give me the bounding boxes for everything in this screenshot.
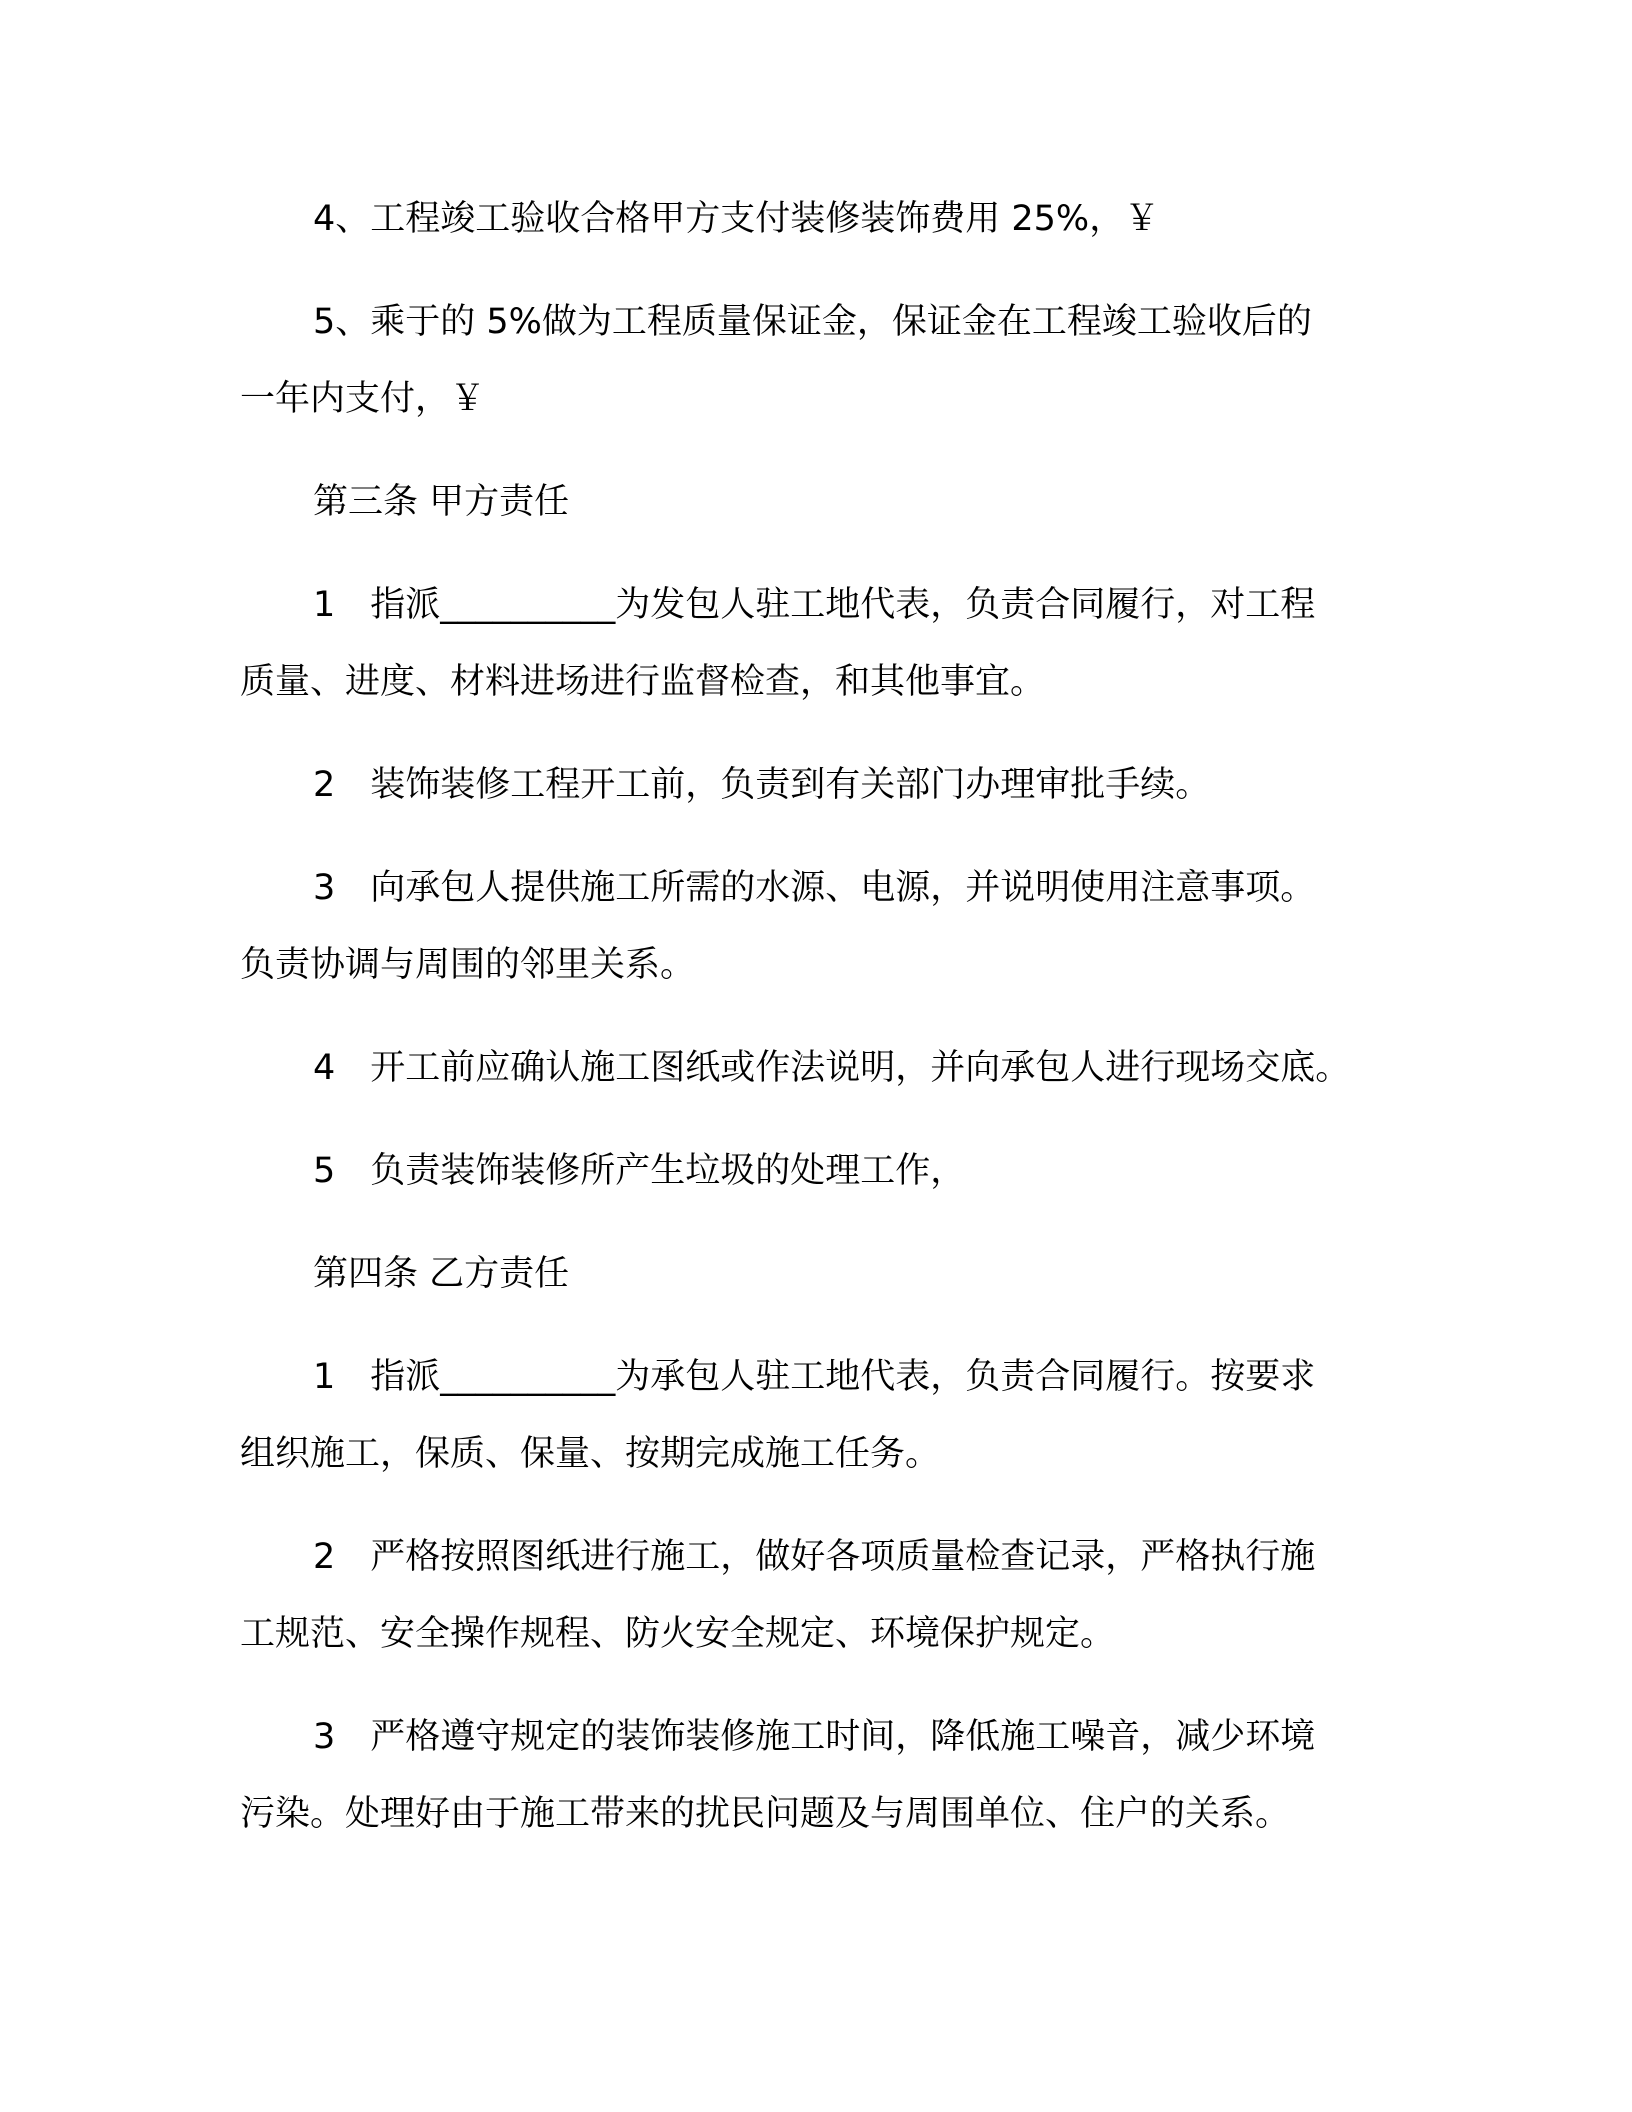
clause-payment-5: 5、乘于的 5%做为工程质量保证金，保证金在工程竣工验收后的: [313, 302, 1312, 342]
party-a-item-3-cont: 负责协调与周围的邻里关系。: [240, 945, 696, 985]
party-a-item-1: 1 指派__________为发包人驻工地代表，负责合同履行，对工程: [313, 585, 1316, 625]
section-heading-article-3: 第三条 甲方责任: [313, 482, 570, 522]
party-b-item-3: 3 严格遵守规定的装饰装修施工时间，降低施工噪音，减少环境: [313, 1717, 1316, 1757]
clause-payment-4: 4、工程竣工验收合格甲方支付装修装饰费用 25%，￥: [313, 199, 1160, 239]
party-b-item-1: 1 指派__________为承包人驻工地代表，负责合同履行。按要求: [313, 1357, 1316, 1397]
party-a-item-2: 2 装饰装修工程开工前，负责到有关部门办理审批手续。: [313, 765, 1211, 805]
party-a-item-5: 5 负责装饰装修所产生垃圾的处理工作，: [313, 1151, 966, 1191]
clause-payment-5-cont: 一年内支付，￥: [240, 379, 486, 419]
party-b-item-3-cont: 污染。处理好由于施工带来的扰民问题及与周围单位、住户的关系。: [240, 1794, 1291, 1834]
party-a-item-1-cont: 质量、进度、材料进场进行监督检查，和其他事宜。: [240, 662, 1046, 702]
section-heading-article-4: 第四条 乙方责任: [313, 1254, 570, 1294]
party-a-item-4: 4 开工前应确认施工图纸或作法说明，并向承包人进行现场交底。: [313, 1048, 1351, 1088]
party-b-item-1-cont: 组织施工，保质、保量、按期完成施工任务。: [240, 1434, 941, 1474]
party-a-item-3: 3 向承包人提供施工所需的水源、电源，并说明使用注意事项。: [313, 868, 1316, 908]
party-b-item-2: 2 严格按照图纸进行施工，做好各项质量检查记录，严格执行施: [313, 1537, 1316, 1577]
party-b-item-2-cont: 工规范、安全操作规程、防火安全规定、环境保护规定。: [240, 1614, 1116, 1654]
